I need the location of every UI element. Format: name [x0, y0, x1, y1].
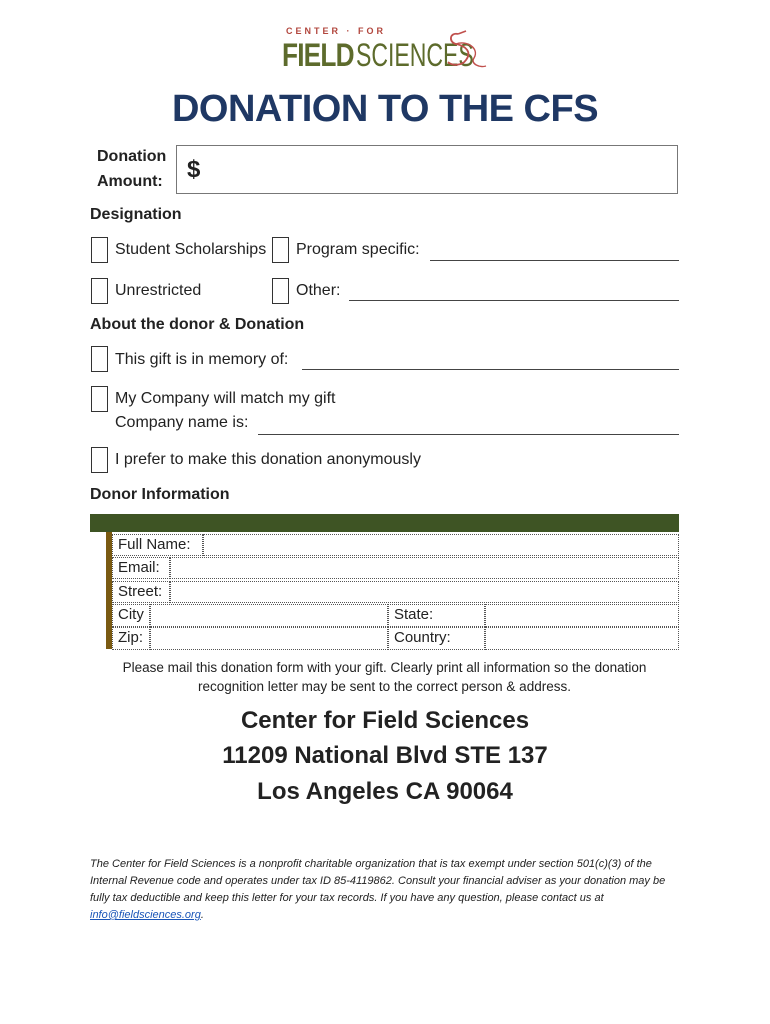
- memory-field[interactable]: [302, 369, 679, 370]
- address-line-2: 11209 National Blvd STE 137: [222, 742, 548, 769]
- other-checkbox[interactable]: [272, 278, 289, 304]
- amount-label-line2: Amount:: [97, 173, 163, 190]
- address-line-3: Los Angeles CA 90064: [257, 778, 513, 805]
- zip-field[interactable]: [150, 627, 388, 650]
- about-heading: About the donor & Donation: [90, 316, 305, 333]
- program-specific-checkbox[interactable]: [272, 237, 289, 263]
- state-field[interactable]: [485, 604, 679, 627]
- program-specific-label: Program specific:: [296, 241, 420, 258]
- anonymous-label: I prefer to make this donation anonymously: [115, 451, 421, 468]
- company-match-checkbox[interactable]: [91, 386, 108, 412]
- email-label: Email:: [112, 557, 170, 579]
- street-label: Street:: [112, 581, 170, 603]
- logo-brand-light: SCIENCES: [356, 37, 474, 73]
- student-scholarships-checkbox[interactable]: [91, 237, 108, 263]
- other-field[interactable]: [349, 300, 679, 301]
- student-scholarships-label: Student Scholarships: [115, 241, 267, 258]
- currency-symbol: $: [187, 156, 201, 183]
- company-name-label: Company name is:: [115, 414, 249, 431]
- program-specific-field[interactable]: [430, 260, 679, 261]
- company-match-label: My Company will match my gift: [115, 390, 336, 407]
- address-line-1: Center for Field Sciences: [240, 707, 530, 734]
- email-field[interactable]: [170, 557, 679, 579]
- memory-label: This gift is in memory of:: [115, 351, 289, 368]
- country-label: Country:: [388, 627, 485, 650]
- memory-checkbox[interactable]: [91, 346, 108, 372]
- unrestricted-label: Unrestricted: [115, 282, 202, 299]
- country-field[interactable]: [485, 627, 679, 650]
- logo-top-text: CENTER · FOR: [286, 26, 386, 36]
- heron-icon: [444, 28, 490, 72]
- donation-amount-field[interactable]: [176, 145, 678, 194]
- tax-disclaimer: The Center for Field Sciences is a nonprofit charitable organization that is tax exempt under section 501(c)(3) of the Internal Revenue code and operates under tax ID 85-4119862. Consult your financial adviser as your donation may be fully tax deductible and keep this letter for your tax records. If you have any question, please contact us at info@fieldsciences.org.: [90, 858, 666, 921]
- unrestricted-checkbox[interactable]: [91, 278, 108, 304]
- city-field[interactable]: [150, 604, 388, 627]
- page-title: DONATION TO THE CFS: [171, 88, 599, 130]
- logo-brand-bold: FIELD: [282, 37, 354, 73]
- city-label: City: [112, 604, 150, 627]
- anonymous-checkbox[interactable]: [91, 447, 108, 473]
- company-name-field[interactable]: [258, 434, 679, 435]
- mail-instructions: Please mail this donation form with your gift. Clearly print all information so the donation recognition letter may be sent to the correct person & address.: [122, 660, 647, 694]
- tax-disclaimer-text: The Center for Field Sciences is a nonprofit charitable organization that is tax exempt under section 501(c)(3) of the Internal Revenue code and operates under tax ID 85-4119862. Consult your financial adviser as your donation may be fully tax deductible and keep this letter for your tax records. If you have any question, please contact us at: [90, 858, 666, 904]
- other-label: Other:: [296, 282, 341, 299]
- donor-info-heading: Donor Information: [90, 486, 230, 503]
- full-name-field[interactable]: [203, 534, 679, 556]
- full-name-label: Full Name:: [112, 534, 203, 556]
- logo: [282, 26, 492, 76]
- designation-heading: Designation: [90, 206, 182, 223]
- zip-label: Zip:: [112, 627, 150, 650]
- contact-email-link[interactable]: info@fieldsciences.org: [90, 909, 201, 921]
- amount-label-line1: Donation: [97, 148, 167, 165]
- donor-table-header: [90, 514, 679, 532]
- state-label: State:: [388, 604, 485, 627]
- street-field[interactable]: [170, 581, 679, 603]
